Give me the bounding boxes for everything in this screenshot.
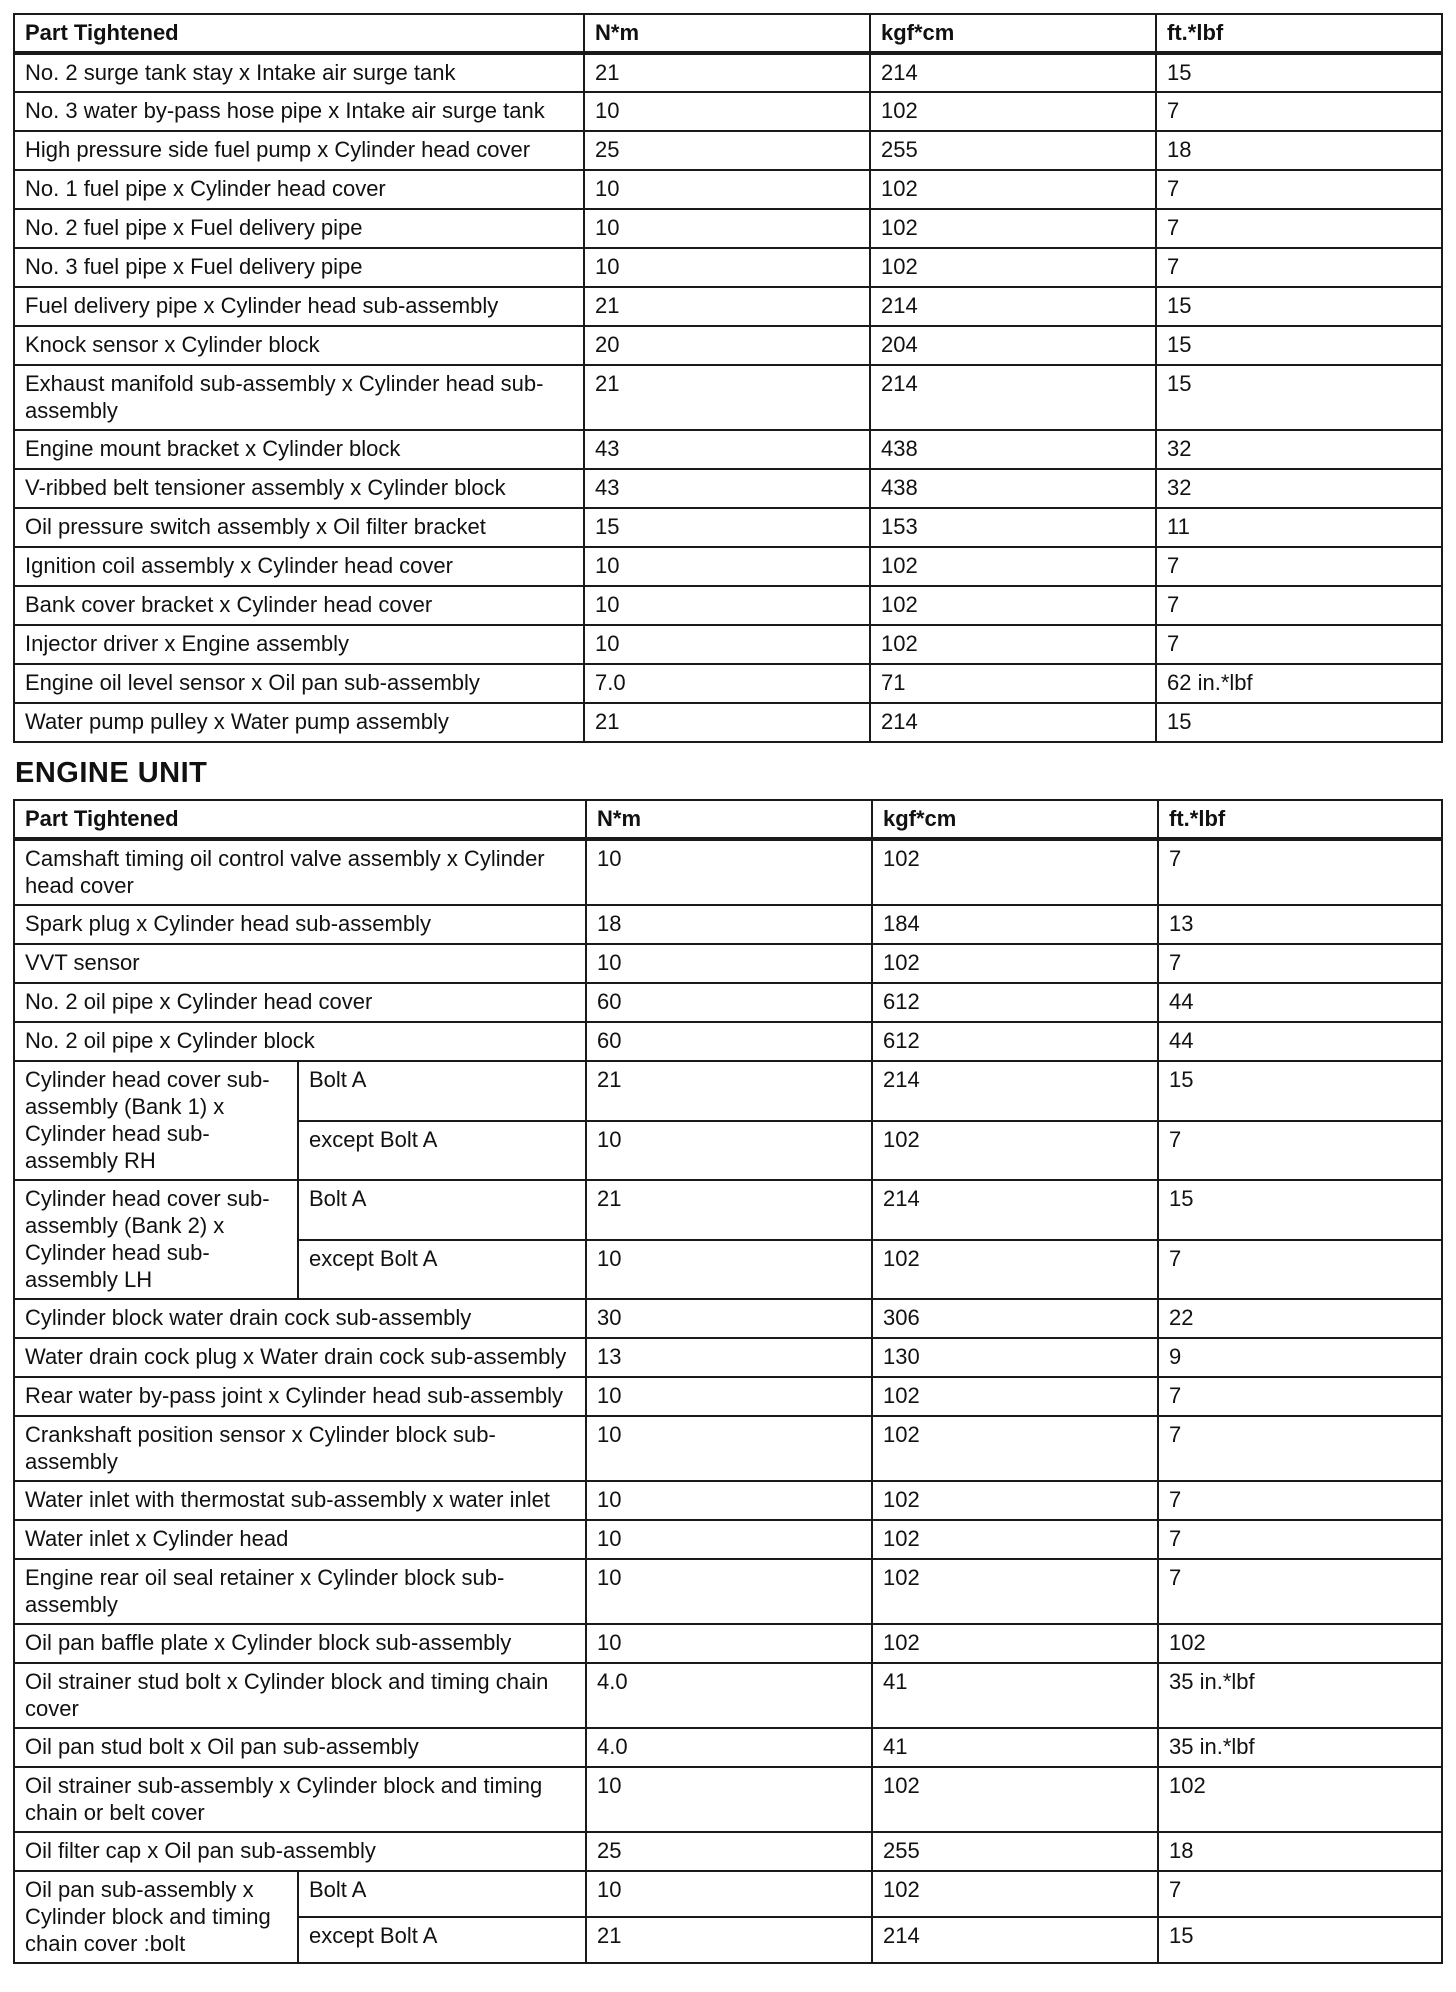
table-row (14, 287, 1442, 326)
nm-cell: 60 (586, 983, 872, 1022)
table-row (14, 170, 1442, 209)
nm-cell: 10 (586, 1767, 872, 1832)
table-row (14, 1299, 1442, 1338)
ftlbf-cell: 7 (1156, 92, 1442, 131)
sub-part-cell: except Bolt A (298, 1917, 586, 1963)
nm-cell: 21 (584, 53, 870, 92)
kgfcm-cell: 102 (872, 1624, 1158, 1663)
kgfcm-cell: 71 (870, 664, 1156, 703)
table-row (14, 664, 1442, 703)
table-row (14, 983, 1442, 1022)
kgfcm-cell: 438 (870, 469, 1156, 508)
kgfcm-cell: 214 (870, 287, 1156, 326)
ftlbf-cell: 7 (1158, 1559, 1442, 1624)
nm-cell: 10 (584, 92, 870, 131)
kgfcm-cell: 612 (872, 1022, 1158, 1061)
table-row (14, 1871, 1442, 1917)
ftlbf-cell: 7 (1156, 547, 1442, 586)
part-cell: Oil pan baffle plate x Cylinder block sub-assembly (14, 1624, 586, 1663)
ftlbf-cell: 18 (1158, 1832, 1442, 1871)
nm-cell: 13 (586, 1338, 872, 1377)
part-cell: Knock sensor x Cylinder block (14, 326, 584, 365)
kgfcm-cell: 184 (872, 905, 1158, 944)
nm-cell: 21 (586, 1917, 872, 1963)
ftlbf-cell: 11 (1156, 508, 1442, 547)
ftlbf-cell: 15 (1158, 1061, 1442, 1121)
header-kgfcm: kgf*cm (870, 14, 1156, 53)
ftlbf-cell: 15 (1156, 53, 1442, 92)
part-cell: Camshaft timing oil control valve assembly x Cylinder head cover (14, 839, 586, 905)
nm-cell: 10 (584, 586, 870, 625)
nm-cell: 10 (584, 170, 870, 209)
table-row (14, 1481, 1442, 1520)
ftlbf-cell: 7 (1158, 1871, 1442, 1917)
part-cell: Water inlet x Cylinder head (14, 1520, 586, 1559)
ftlbf-cell: 9 (1158, 1338, 1442, 1377)
table-row (14, 1377, 1442, 1416)
part-cell: Water inlet with thermostat sub-assembly x water inlet (14, 1481, 586, 1520)
table-row (14, 905, 1442, 944)
nm-cell: 10 (584, 547, 870, 586)
nm-cell: 21 (584, 365, 870, 430)
nm-cell: 43 (584, 430, 870, 469)
part-cell: Oil strainer stud bolt x Cylinder block and timing chain cover (14, 1663, 586, 1728)
torque-table-1 (13, 13, 1443, 743)
table-header-row (14, 800, 1442, 839)
table-header-row (14, 14, 1442, 53)
ftlbf-cell: 15 (1156, 703, 1442, 742)
nm-cell: 4.0 (586, 1663, 872, 1728)
table-row (14, 839, 1442, 905)
nm-cell: 21 (586, 1061, 872, 1121)
kgfcm-cell: 153 (870, 508, 1156, 547)
kgfcm-cell: 102 (870, 248, 1156, 287)
table-row (14, 469, 1442, 508)
nm-cell: 4.0 (586, 1728, 872, 1767)
header-ftlbf: ft.*lbf (1156, 14, 1442, 53)
ftlbf-cell: 7 (1158, 1416, 1442, 1481)
part-cell: Oil pan stud bolt x Oil pan sub-assembly (14, 1728, 586, 1767)
nm-cell: 10 (586, 1481, 872, 1520)
table-row (14, 1416, 1442, 1481)
header-nm: N*m (584, 14, 870, 53)
nm-cell: 10 (586, 1520, 872, 1559)
kgfcm-cell: 102 (872, 1416, 1158, 1481)
header-part: Part Tightened (14, 800, 586, 839)
ftlbf-cell: 15 (1156, 326, 1442, 365)
ftlbf-cell: 13 (1158, 905, 1442, 944)
ftlbf-cell: 7 (1156, 625, 1442, 664)
ftlbf-cell: 7 (1158, 1377, 1442, 1416)
kgfcm-cell: 214 (872, 1061, 1158, 1121)
table-row (14, 365, 1442, 430)
table-row (14, 703, 1442, 742)
kgfcm-cell: 214 (872, 1180, 1158, 1240)
table-row (14, 1728, 1442, 1767)
kgfcm-cell: 102 (872, 1481, 1158, 1520)
nm-cell: 25 (584, 131, 870, 170)
part-cell: No. 2 surge tank stay x Intake air surge tank (14, 53, 584, 92)
part-cell: Water drain cock plug x Water drain cock sub-assembly (14, 1338, 586, 1377)
table-row (14, 92, 1442, 131)
nm-cell: 10 (586, 1559, 872, 1624)
kgfcm-cell: 102 (872, 1520, 1158, 1559)
nm-cell: 10 (586, 1871, 872, 1917)
nm-cell: 10 (586, 1416, 872, 1481)
ftlbf-cell: 7 (1158, 944, 1442, 983)
ftlbf-cell: 15 (1156, 365, 1442, 430)
kgfcm-cell: 214 (870, 365, 1156, 430)
nm-cell: 10 (586, 839, 872, 905)
table-row (14, 1022, 1442, 1061)
part-cell: Exhaust manifold sub-assembly x Cylinder head sub-assembly (14, 365, 584, 430)
ftlbf-cell: 15 (1158, 1180, 1442, 1240)
nm-cell: 10 (586, 1121, 872, 1181)
part-cell: No. 2 fuel pipe x Fuel delivery pipe (14, 209, 584, 248)
part-cell: Cylinder head cover sub-assembly (Bank 1) x Cylinder head sub-assembly RH (14, 1061, 298, 1180)
nm-cell: 21 (584, 287, 870, 326)
table-row (14, 1559, 1442, 1624)
kgfcm-cell: 438 (870, 430, 1156, 469)
ftlbf-cell: 18 (1156, 131, 1442, 170)
section-title: ENGINE UNIT (15, 757, 208, 789)
ftlbf-cell: 44 (1158, 1022, 1442, 1061)
part-cell: Ignition coil assembly x Cylinder head cover (14, 547, 584, 586)
sub-part-cell: Bolt A (298, 1061, 586, 1121)
part-cell: No. 2 oil pipe x Cylinder head cover (14, 983, 586, 1022)
part-cell: Crankshaft position sensor x Cylinder block sub-assembly (14, 1416, 586, 1481)
header-kgfcm: kgf*cm (872, 800, 1158, 839)
kgfcm-cell: 255 (870, 131, 1156, 170)
ftlbf-cell: 7 (1158, 1520, 1442, 1559)
ftlbf-cell: 32 (1156, 430, 1442, 469)
kgfcm-cell: 102 (872, 1767, 1158, 1832)
table-row (14, 1180, 1442, 1240)
part-cell: Water pump pulley x Water pump assembly (14, 703, 584, 742)
table-row (14, 1338, 1442, 1377)
part-cell: Rear water by-pass joint x Cylinder head sub-assembly (14, 1377, 586, 1416)
part-cell: Oil pressure switch assembly x Oil filter bracket (14, 508, 584, 547)
part-cell: Oil strainer sub-assembly x Cylinder block and timing chain or belt cover (14, 1767, 586, 1832)
nm-cell: 10 (586, 1624, 872, 1663)
nm-cell: 7.0 (584, 664, 870, 703)
ftlbf-cell: 102 (1158, 1624, 1442, 1663)
part-cell: Fuel delivery pipe x Cylinder head sub-assembly (14, 287, 584, 326)
kgfcm-cell: 214 (870, 703, 1156, 742)
kgfcm-cell: 102 (872, 1121, 1158, 1181)
kgfcm-cell: 41 (872, 1728, 1158, 1767)
part-cell: Engine mount bracket x Cylinder block (14, 430, 584, 469)
header-ftlbf: ft.*lbf (1158, 800, 1442, 839)
nm-cell: 43 (584, 469, 870, 508)
nm-cell: 10 (584, 625, 870, 664)
part-cell: Engine oil level sensor x Oil pan sub-assembly (14, 664, 584, 703)
nm-cell: 10 (586, 944, 872, 983)
table-row (14, 326, 1442, 365)
ftlbf-cell: 35 in.*lbf (1158, 1728, 1442, 1767)
table-row (14, 1767, 1442, 1832)
table-row (14, 1832, 1442, 1871)
part-cell: Cylinder head cover sub-assembly (Bank 2) x Cylinder head sub-assembly LH (14, 1180, 298, 1299)
nm-cell: 10 (586, 1240, 872, 1300)
nm-cell: 15 (584, 508, 870, 547)
nm-cell: 10 (586, 1377, 872, 1416)
table-row (14, 1061, 1442, 1121)
header-nm: N*m (586, 800, 872, 839)
kgfcm-cell: 102 (872, 1871, 1158, 1917)
part-cell: No. 2 oil pipe x Cylinder block (14, 1022, 586, 1061)
table-row (14, 248, 1442, 287)
part-cell: High pressure side fuel pump x Cylinder head cover (14, 131, 584, 170)
nm-cell: 10 (584, 248, 870, 287)
kgfcm-cell: 102 (872, 1240, 1158, 1300)
nm-cell: 30 (586, 1299, 872, 1338)
ftlbf-cell: 7 (1158, 839, 1442, 905)
torque-table-2 (13, 799, 1443, 1964)
ftlbf-cell: 7 (1158, 1121, 1442, 1181)
part-cell: Oil pan sub-assembly x Cylinder block and timing chain cover :bolt (14, 1871, 298, 1963)
kgfcm-cell: 255 (872, 1832, 1158, 1871)
table-row (14, 547, 1442, 586)
header-part: Part Tightened (14, 14, 584, 53)
nm-cell: 21 (584, 703, 870, 742)
table-row (14, 586, 1442, 625)
ftlbf-cell: 15 (1158, 1917, 1442, 1963)
ftlbf-cell: 7 (1156, 586, 1442, 625)
nm-cell: 10 (584, 209, 870, 248)
table-row (14, 508, 1442, 547)
kgfcm-cell: 102 (872, 1377, 1158, 1416)
ftlbf-cell: 62 in.*lbf (1156, 664, 1442, 703)
part-cell: Spark plug x Cylinder head sub-assembly (14, 905, 586, 944)
part-cell: No. 1 fuel pipe x Cylinder head cover (14, 170, 584, 209)
sub-part-cell: except Bolt A (298, 1240, 586, 1300)
ftlbf-cell: 15 (1156, 287, 1442, 326)
nm-cell: 21 (586, 1180, 872, 1240)
table-row (14, 430, 1442, 469)
kgfcm-cell: 204 (870, 326, 1156, 365)
ftlbf-cell: 35 in.*lbf (1158, 1663, 1442, 1728)
part-cell: VVT sensor (14, 944, 586, 983)
nm-cell: 25 (586, 1832, 872, 1871)
kgfcm-cell: 306 (872, 1299, 1158, 1338)
ftlbf-cell: 7 (1156, 209, 1442, 248)
kgfcm-cell: 102 (870, 170, 1156, 209)
ftlbf-cell: 32 (1156, 469, 1442, 508)
table-row (14, 209, 1442, 248)
kgfcm-cell: 102 (870, 547, 1156, 586)
kgfcm-cell: 214 (870, 53, 1156, 92)
ftlbf-cell: 7 (1156, 170, 1442, 209)
table-row (14, 1663, 1442, 1728)
kgfcm-cell: 214 (872, 1917, 1158, 1963)
kgfcm-cell: 102 (870, 92, 1156, 131)
kgfcm-cell: 102 (870, 625, 1156, 664)
kgfcm-cell: 102 (872, 839, 1158, 905)
nm-cell: 20 (584, 326, 870, 365)
part-cell: Oil filter cap x Oil pan sub-assembly (14, 1832, 586, 1871)
kgfcm-cell: 102 (870, 209, 1156, 248)
table-row (14, 625, 1442, 664)
part-cell: Engine rear oil seal retainer x Cylinder block sub-assembly (14, 1559, 586, 1624)
ftlbf-cell: 22 (1158, 1299, 1442, 1338)
ftlbf-cell: 7 (1158, 1240, 1442, 1300)
part-cell: V-ribbed belt tensioner assembly x Cylinder block (14, 469, 584, 508)
kgfcm-cell: 102 (872, 944, 1158, 983)
part-cell: Cylinder block water drain cock sub-assembly (14, 1299, 586, 1338)
kgfcm-cell: 130 (872, 1338, 1158, 1377)
table-row (14, 1520, 1442, 1559)
sub-part-cell: Bolt A (298, 1871, 586, 1917)
table-row (14, 944, 1442, 983)
table-row (14, 53, 1442, 92)
kgfcm-cell: 41 (872, 1663, 1158, 1728)
ftlbf-cell: 102 (1158, 1767, 1442, 1832)
table-row (14, 1624, 1442, 1663)
part-cell: Bank cover bracket x Cylinder head cover (14, 586, 584, 625)
ftlbf-cell: 7 (1156, 248, 1442, 287)
ftlbf-cell: 44 (1158, 983, 1442, 1022)
part-cell: No. 3 water by-pass hose pipe x Intake air surge tank (14, 92, 584, 131)
sub-part-cell: Bolt A (298, 1180, 586, 1240)
sub-part-cell: except Bolt A (298, 1121, 586, 1181)
nm-cell: 18 (586, 905, 872, 944)
ftlbf-cell: 7 (1158, 1481, 1442, 1520)
kgfcm-cell: 612 (872, 983, 1158, 1022)
part-cell: Injector driver x Engine assembly (14, 625, 584, 664)
part-cell: No. 3 fuel pipe x Fuel delivery pipe (14, 248, 584, 287)
kgfcm-cell: 102 (870, 586, 1156, 625)
nm-cell: 60 (586, 1022, 872, 1061)
table-row (14, 131, 1442, 170)
kgfcm-cell: 102 (872, 1559, 1158, 1624)
